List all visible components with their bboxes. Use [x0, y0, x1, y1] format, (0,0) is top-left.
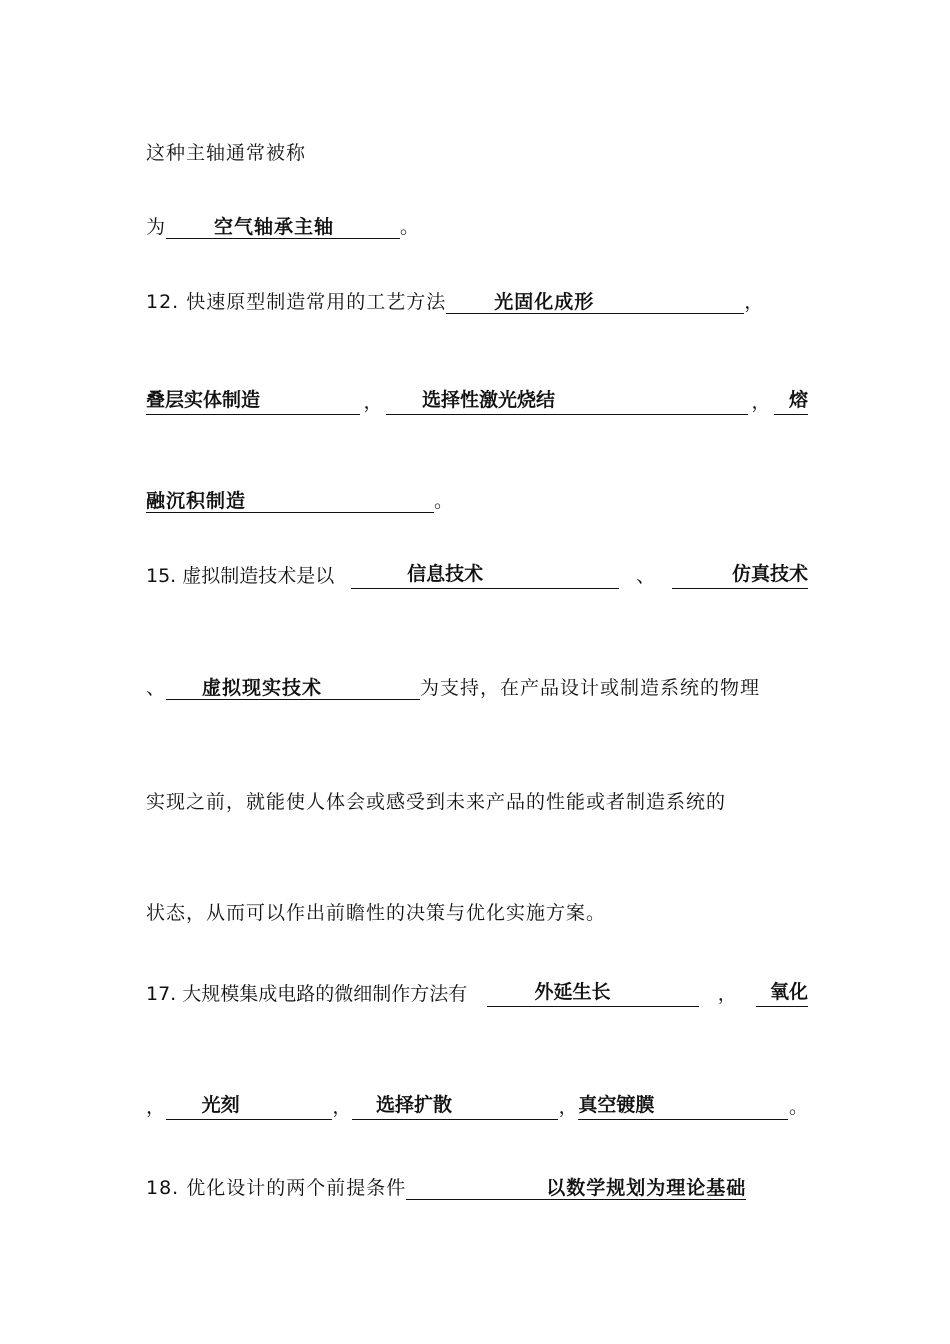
separator: ，	[558, 1096, 578, 1118]
answer-text: 仿真技术	[731, 563, 808, 585]
answer-blank	[578, 1094, 788, 1120]
answer-text: 光刻	[201, 1094, 240, 1116]
answer-blank	[352, 1094, 558, 1120]
text-line-10	[146, 981, 808, 1007]
answer-text: 外延生长	[534, 981, 611, 1003]
text-line-11	[146, 1094, 808, 1120]
answer-text: 空气轴承主轴	[214, 216, 335, 238]
answer-text: 熔	[788, 389, 808, 411]
answer-blank	[166, 677, 420, 700]
separator: 、	[636, 565, 656, 587]
text-line-4	[146, 389, 808, 415]
line-text: 为支持，在产品设计或制造系统的物理	[420, 677, 761, 699]
answer-blank	[386, 389, 748, 415]
text-line-7	[146, 675, 808, 701]
answer-blank	[672, 563, 808, 589]
answer-blank	[774, 389, 808, 415]
answer-text: 虚拟现实技术	[202, 677, 323, 699]
text-line-12	[146, 1175, 808, 1201]
answer-blank	[487, 981, 699, 1007]
answer-blank	[756, 981, 808, 1007]
text-line-9	[146, 900, 808, 926]
separator: ，	[751, 391, 771, 413]
line-text: 17. 大规模集成电路的微细制作方法有	[146, 983, 468, 1005]
answer-text: 选择扩散	[376, 1094, 453, 1116]
text-line-6	[146, 563, 808, 589]
answer-text: 真空镀膜	[578, 1094, 655, 1116]
answer-text: 以数学规划为理论基础	[546, 1177, 747, 1199]
separator: ，	[332, 1096, 352, 1118]
answer-blank	[446, 291, 744, 314]
answer-blank	[166, 216, 400, 239]
line-text: 15. 虚拟制造技术是以	[146, 565, 335, 587]
text-line-2	[146, 214, 808, 240]
line-suffix: 。	[400, 216, 421, 238]
separator: ，	[717, 983, 737, 1005]
answer-blank	[166, 1094, 332, 1120]
line-prefix: 、	[146, 677, 167, 699]
line-text: 18. 优化设计的两个前提条件	[146, 1177, 407, 1199]
answer-blank	[406, 1177, 746, 1200]
answer-blank	[351, 563, 619, 589]
answer-text: 氧化	[769, 981, 808, 1003]
answer-text: 选择性激光烧结	[421, 389, 555, 411]
text-line-3	[146, 289, 808, 315]
line-prefix: 为	[146, 216, 167, 238]
line-text: 状态，从而可以作出前瞻性的决策与优化实施方案。	[146, 902, 607, 924]
line-text: 实现之前，就能使人体会或感受到未来产品的性能或者制造系统的	[146, 791, 727, 813]
line-text: 这种主轴通常被称	[146, 142, 307, 164]
answer-blank	[146, 389, 360, 415]
text-line-8	[146, 789, 808, 815]
answer-text: 信息技术	[407, 563, 484, 585]
separator: ，	[363, 391, 383, 413]
line-suffix: 。	[434, 490, 455, 512]
line-text: 12. 快速原型制造常用的工艺方法	[146, 291, 447, 313]
answer-text: 光固化成形	[494, 291, 595, 313]
answer-text: 融沉积制造	[146, 490, 247, 512]
text-line-5	[146, 488, 808, 514]
line-suffix: ，	[744, 291, 765, 313]
text-line-1	[146, 140, 808, 166]
line-suffix: 。	[788, 1096, 808, 1118]
answer-blank	[146, 490, 434, 513]
answer-text: 叠层实体制造	[146, 389, 261, 411]
line-prefix: ，	[146, 1096, 166, 1118]
